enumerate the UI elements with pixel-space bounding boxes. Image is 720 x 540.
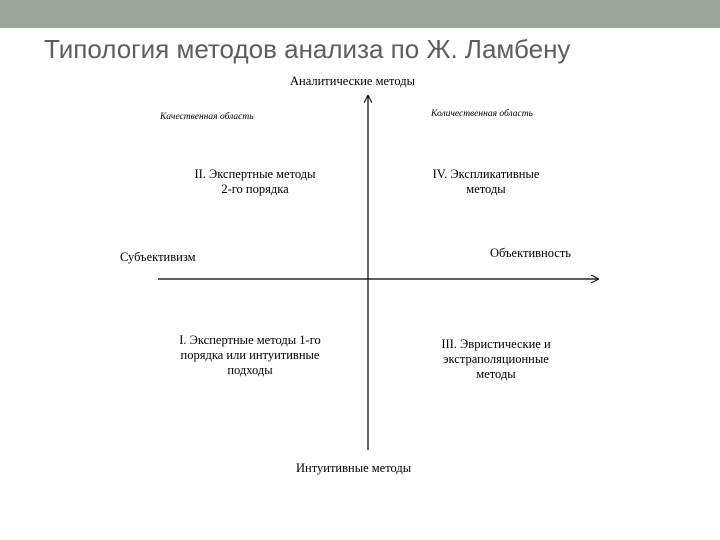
- quadrant-2: [160, 167, 350, 197]
- slide-title: Типология методов анализа по Ж. Ламбену: [44, 34, 571, 64]
- quadrant-3-line1: III. Эвристические и: [441, 337, 551, 351]
- quadrant-1-line2: порядка или интуитивные: [180, 348, 320, 362]
- quadrant-4-line2: методы: [466, 182, 506, 196]
- quadrant-3-line3: методы: [476, 367, 516, 381]
- region-right-label: Количественная область: [431, 109, 533, 119]
- quadrant-1-line1: I. Экспертные методы 1-го: [179, 333, 321, 347]
- axis-left-label: Субъективизм: [120, 250, 196, 264]
- axis-top-label: Аналитические методы: [290, 74, 415, 88]
- axis-right-label: Объективность: [490, 246, 572, 260]
- axis-bottom-label: Интуитивные методы: [296, 461, 412, 475]
- quadrant-1-line3: подходы: [227, 363, 273, 377]
- quadrant-2-line2: 2-го порядка: [221, 182, 289, 196]
- quadrant-3: [410, 337, 582, 382]
- quadrant-2-line1: II. Экспертные методы: [194, 167, 316, 181]
- quadrant-4: [400, 167, 572, 197]
- quadrant-4-line1: IV. Экспликативные: [432, 167, 540, 181]
- quadrant-3-line2: экстраполяционные: [443, 352, 549, 366]
- region-left-label: Качественная область: [160, 112, 254, 122]
- quadrant-1: [146, 333, 354, 378]
